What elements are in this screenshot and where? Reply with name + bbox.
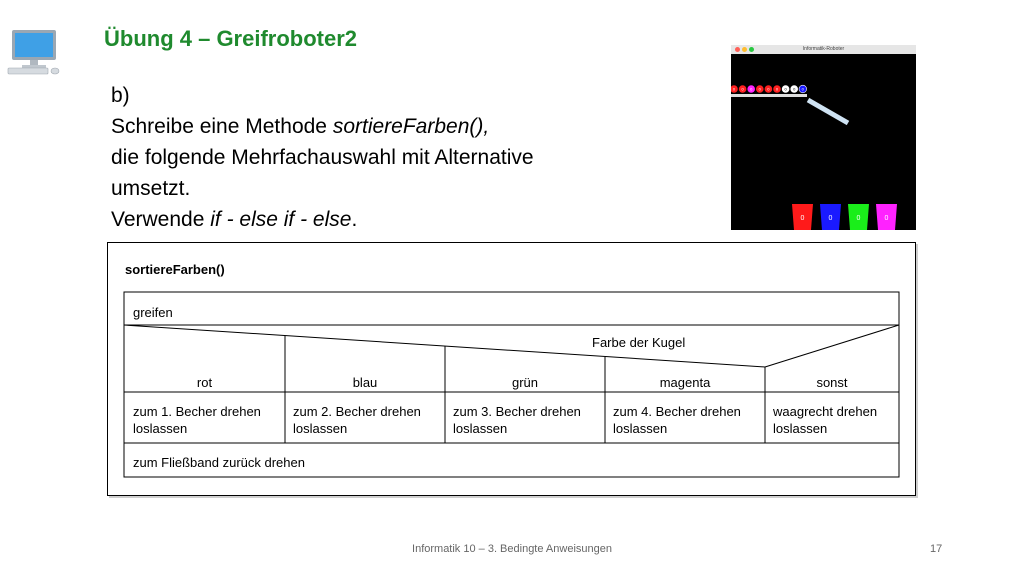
code-hint: if - else if - else — [210, 208, 352, 231]
ball-label: 0 — [775, 86, 779, 92]
statement-return: zum Fließband zurück drehen — [133, 455, 305, 470]
case-label-blau: blau — [352, 375, 378, 390]
task-line-hint: Verwende if - else if - else. — [111, 208, 358, 231]
case-label-rot: rot — [196, 375, 213, 390]
window-title: Informatik-Roboter — [802, 46, 845, 52]
cup-label: 0 — [828, 215, 833, 222]
task-line-continuation: umsetzt. — [111, 177, 191, 200]
task-label: b) — [111, 84, 130, 107]
case-action-gruen: zum 3. Becher drehen loslassen — [453, 404, 581, 436]
ball-label: 0 — [732, 86, 736, 92]
condition-label: Farbe der Kugel — [592, 335, 686, 350]
cup-label: 0 — [800, 215, 805, 222]
ball-label: 0 — [741, 86, 744, 92]
ball-label: 0 — [801, 86, 804, 92]
case-action-blau: zum 2. Becher drehen loslassen — [293, 404, 421, 436]
case-label-sonst: sonst — [816, 375, 848, 390]
condition-diagonal-right — [765, 325, 899, 367]
ball-label: 0 — [767, 86, 770, 92]
case-action-magenta: zum 4. Becher drehen loslassen — [613, 404, 741, 436]
case-label-gruen: grün — [511, 375, 539, 390]
task-line-description: die folgende Mehrfachauswahl mit Alternative — [111, 146, 534, 169]
ball-label: 0 — [758, 86, 761, 92]
statement-greifen: greifen — [133, 305, 173, 320]
case-action-sonst: waagrecht drehen loslassen — [773, 404, 878, 436]
case-action-rot: zum 1. Becher drehen loslassen — [133, 404, 261, 436]
footer-text: Informatik 10 – 3. Bedingte Anweisungen — [412, 543, 612, 555]
slide-title: Übung 4 – Greifroboter2 — [104, 26, 358, 51]
ball-label: 0 — [793, 86, 796, 92]
task-line-method: Schreibe eine Methode sortiereFarben(), — [111, 115, 490, 138]
ball-label: 0 — [784, 86, 787, 92]
case-label-magenta: magenta — [659, 375, 711, 390]
cup-label: 0 — [884, 215, 889, 222]
structogram-method-name: sortiereFarben() — [125, 262, 225, 277]
cup-label: 0 — [856, 215, 861, 222]
method-name: sortiereFarben(), — [332, 115, 490, 138]
page-number: 17 — [930, 543, 943, 555]
ball-label: 0 — [750, 86, 753, 92]
